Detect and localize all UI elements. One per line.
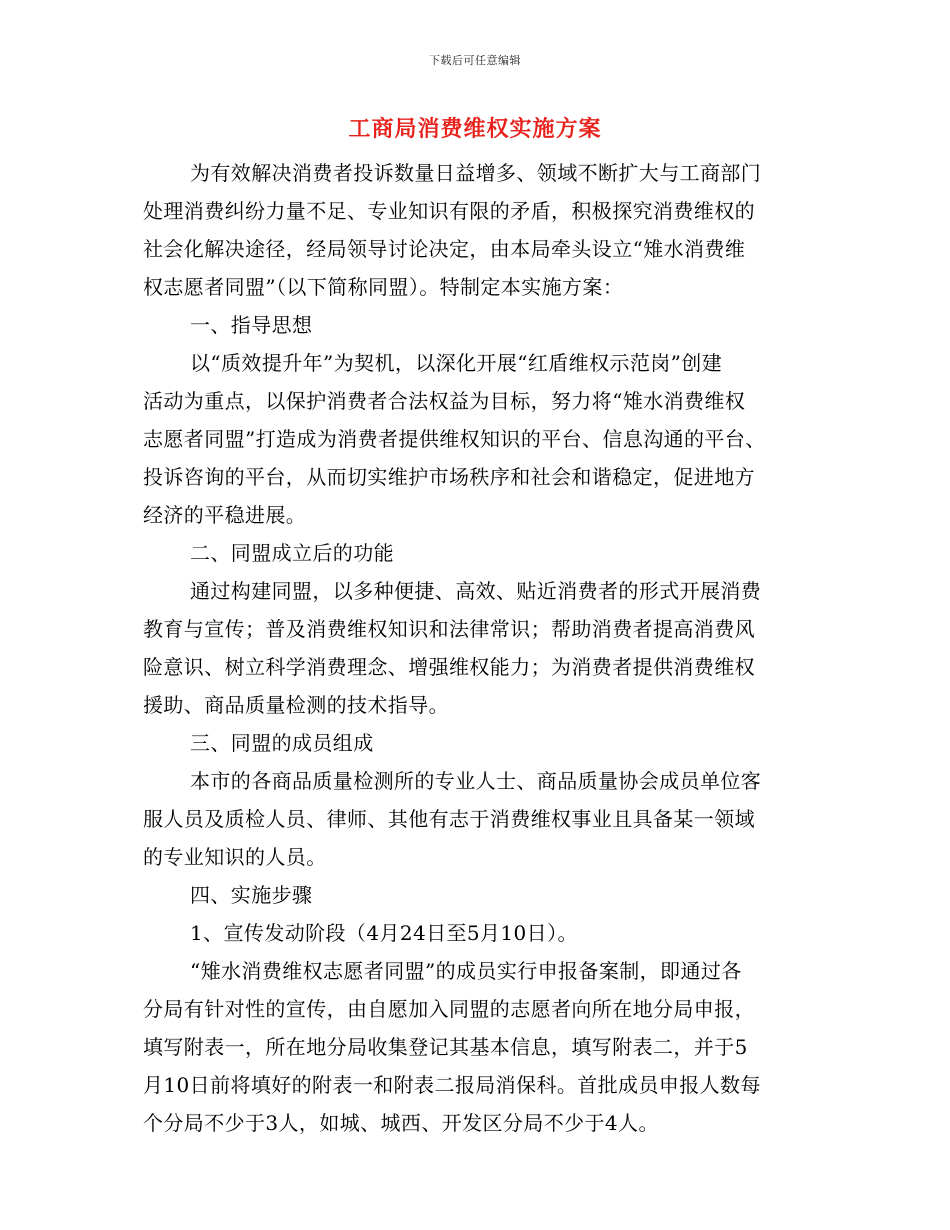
- text-line: 通过构建同盟，以多种便捷、高效、贴近消费者的形式开展消费: [190, 579, 762, 603]
- registration-paragraph: [143, 956, 811, 1138]
- functions-paragraph: [143, 576, 811, 720]
- text-line: 社会化解决途径，经局领导讨论决定，由本局牵头设立“雉水消费维: [143, 237, 746, 261]
- text-line: 险意识、树立科学消费理念、增强维权能力；为消费者提供消费维权: [143, 655, 755, 679]
- text-line: 月10日前将填好的附表一和附表二报局消保科。首批成员申报人数每: [143, 1073, 761, 1097]
- page-header-note: 下载后可任意编辑: [429, 54, 521, 67]
- text-line: 援助、商品质量检测的技术指导。: [143, 693, 449, 717]
- text-line: 投诉咨询的平台，从而切实维护市场秩序和社会和谐稳定，促进地方: [143, 465, 755, 489]
- text-line: 的专业知识的人员。: [143, 845, 327, 869]
- text-line: 经济的平稳进展。: [143, 503, 307, 527]
- heading-text: 四、实施步骤: [190, 883, 313, 907]
- text-line: 个分局不少于3人，如城、城西、开发区分局不少于4人。: [143, 1111, 659, 1135]
- text-line: 为有效解决消费者投诉数量日益增多、领域不断扩大与工商部门: [190, 161, 762, 185]
- heading-text: 三、同盟的成员组成: [190, 731, 374, 755]
- step-heading: [143, 918, 811, 948]
- text-line: 本市的各商品质量检测所的专业人士、商品质量协会成员单位客: [190, 769, 762, 793]
- heading-text: 二、同盟成立后的功能: [190, 541, 394, 565]
- text-line: 志愿者同盟”打造成为消费者提供维权知识的平台、信息沟通的平台、: [143, 427, 766, 451]
- text-line: 教育与宣传；普及消费维权知识和法律常识；帮助消费者提高消费风: [143, 617, 755, 641]
- text-line: 填写附表一，所在地分局收集登记其基本信息，填写附表二，并于5: [143, 1035, 748, 1059]
- section-heading: [143, 728, 811, 758]
- text-line: “雉水消费维权志愿者同盟”的成员实行申报备案制，即通过各: [190, 959, 742, 983]
- document-body: [143, 158, 811, 1146]
- section-heading: [143, 880, 811, 910]
- step-text: 1、宣传发动阶段（4月24日至5月10日）。: [190, 921, 578, 945]
- text-line: 以“质效提升年”为契机，以深化开展“红盾维权示范岗”创建: [190, 351, 723, 375]
- text-line: 分局有针对性的宣传，由自愿加入同盟的志愿者向所在地分局申报，: [143, 997, 755, 1021]
- members-paragraph: [143, 766, 811, 872]
- text-line: 活动为重点，以保护消费者合法权益为目标，努力将“雉水消费维权: [143, 389, 746, 413]
- section-heading: [143, 310, 811, 340]
- text-line: 服人员及质检人员、律师、其他有志于消费维权事业且具备某一领域: [143, 807, 755, 831]
- intro-paragraph: [143, 158, 811, 302]
- text-line: 权志愿者同盟”（以下简称同盟）。特制定本实施方案：: [143, 275, 624, 299]
- heading-text: 一、指导思想: [190, 313, 313, 337]
- text-line: 处理消费纠纷力量不足、专业知识有限的矛盾，积极探究消费维权的: [143, 199, 755, 223]
- document-title: 工商局消费维权实施方案: [348, 117, 602, 142]
- guiding-thought-paragraph: [143, 348, 811, 530]
- section-heading: [143, 538, 811, 568]
